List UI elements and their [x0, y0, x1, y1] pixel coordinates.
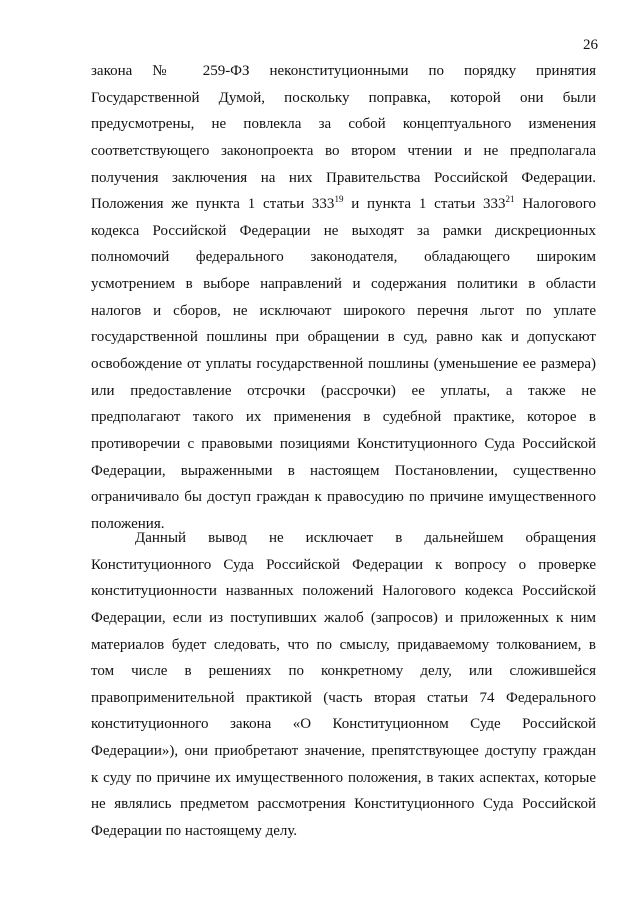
text-line: Конституционного Суда Российской Федерации к вопросу о проверке: [91, 556, 596, 573]
page-number: 26: [583, 37, 598, 53]
text-line: том числе в решениях по конкретному делу, или сложившейся: [91, 663, 596, 680]
text-line: Федерации, выраженными в настоящем Постановлении, существенно: [91, 462, 596, 479]
text-line: Федерации по настоящему делу.: [91, 823, 298, 840]
text-line: конституционности названных положений Налогового кодекса Российской: [91, 583, 596, 600]
text-line: усмотрением в выборе направлений и содержания политики в области: [91, 276, 596, 293]
text-line: закона № 259-ФЗ неконституционными по порядку принятия: [91, 63, 596, 79]
text-line: полномочий федерального законодателя, обладающего широким: [91, 249, 596, 266]
text-line: к суду по причине их имущественного положения, в таких аспектах, которые: [91, 769, 596, 786]
text-line: налогов и сборов, не исключают широкого перечня льгот по уплате: [91, 302, 596, 319]
text-line: государственной пошлины при обращении в суд, равно как и допускают: [91, 329, 596, 346]
superscript-21: 21: [505, 194, 515, 205]
text-line-with-superscripts: [91, 191, 596, 218]
text-line: Данный вывод не исключает в дальнейшем обращения: [135, 530, 596, 546]
text-line: Государственной Думой, поскольку поправка, которой они были: [91, 89, 596, 106]
line-segment: и пункта 1 статьи 333: [343, 196, 506, 213]
text-line: или предоставление отсрочки (рассрочки) ее уплаты, а также не: [91, 382, 596, 399]
text-line: конституционного закона «О Конституционном Суде Российской: [91, 716, 596, 733]
text-line: соответствующего законопроекта во втором чтении и не предполагала: [91, 142, 596, 159]
line-segment: Положения же пункта 1 статьи 333: [91, 196, 335, 213]
paragraph-1: [91, 58, 596, 538]
text-line: предусмотрены, не повлекла за собой концептуального изменения: [91, 116, 596, 133]
text-line: правоприменительной практикой (часть вторая статьи 74 Федерального: [91, 689, 596, 706]
text-line: Федерации»), они приобретают значение, препятствующее доступу граждан: [91, 743, 596, 760]
text-line: противоречии с правовыми позициями Конституционного Суда Российской: [91, 435, 596, 452]
text-line: освобождение от уплаты государственной пошлины (уменьшение ее размера): [91, 356, 596, 373]
text-line: получения заключения на них Правительства Российской Федерации.: [91, 169, 596, 186]
text-line: не являлись предметом рассмотрения Конституционного Суда Российской: [91, 796, 596, 813]
text-line: положения.: [91, 515, 165, 532]
line-segment: Налогового: [514, 196, 596, 213]
text-line: материалов будет следовать, что по смыслу, придаваемому толкованием, в: [91, 636, 596, 653]
text-line: Федерации, если из поступивших жалоб (запросов) и приложенных к ним: [91, 609, 596, 626]
text-line: предполагают такого их применения в судебной практике, которое в: [91, 409, 596, 426]
text-line: ограничивало бы доступ граждан к правосудию по причине имущественного: [91, 489, 596, 506]
text-line: кодекса Российской Федерации не выходят за рамки дискреционных: [91, 222, 596, 239]
paragraph-2: [91, 525, 596, 845]
superscript-19: 19: [334, 194, 344, 205]
